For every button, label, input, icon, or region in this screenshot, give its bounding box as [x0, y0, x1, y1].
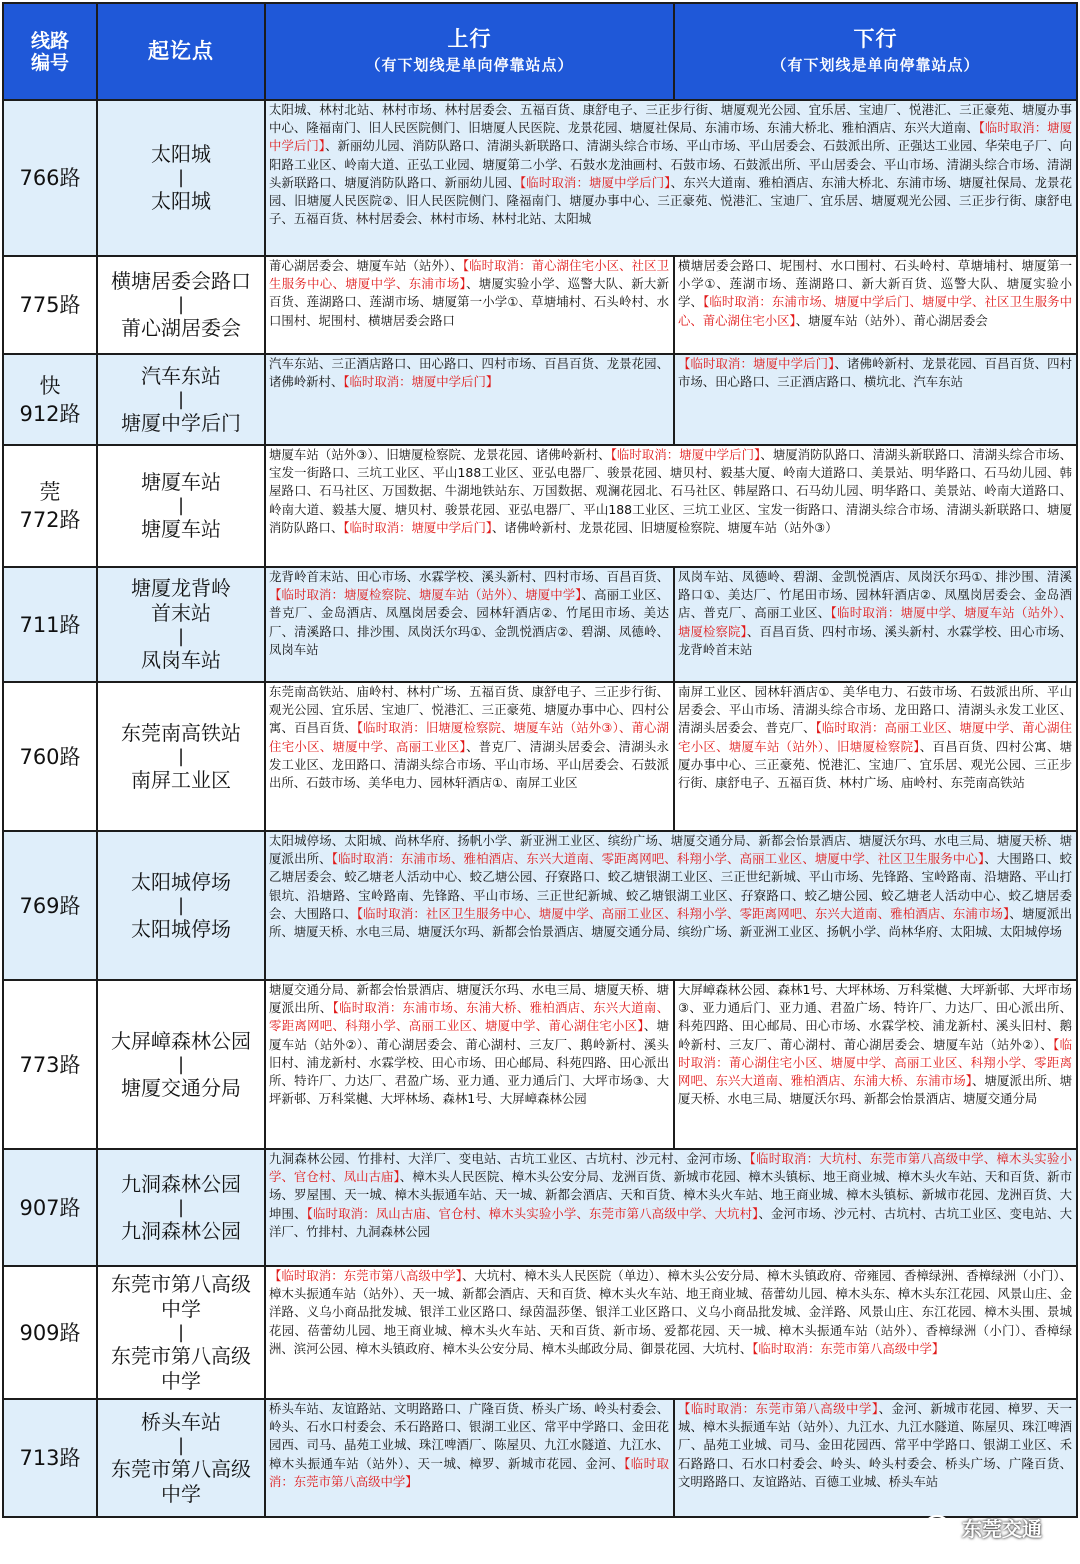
header-line-no-1: 线路	[30, 29, 69, 52]
header-up-label: 上行	[447, 27, 492, 51]
terminal-name: 塘厦龙背岭	[131, 576, 231, 600]
route-code	[4, 981, 96, 1148]
terminal-separator: |	[177, 294, 185, 315]
cancel-note: 【临时取消：高丽工业区、塘厦中学、莆心湖住宅小区、塘厦车站（站外）、旧塘厦检察院】	[678, 720, 1072, 754]
header-line-no-2: 编号	[30, 51, 69, 74]
down-direction-stops	[675, 683, 1076, 830]
cancel-note: 【临时取消：凤山古庙、官仓村、樟木头实验小学、东莞市第八高级中学、大坑村】	[306, 1205, 759, 1221]
route-code-text	[19, 291, 80, 319]
down-direction-stops	[675, 981, 1076, 1148]
stop-list: 、金河市场、沙元村、古坑村、古坑工业区、变电站、大洋厂、竹排村、九洞森林公园	[269, 1205, 1072, 1239]
up-direction-stops	[266, 257, 673, 353]
terminal-name: 中学	[161, 1368, 201, 1393]
cancel-note: 【临时取消：社区卫生服务中心、塘厦中学、高丽工业区、科翔小学、零距离网吧、东兴大道南、雅柏酒店、东浦市场】	[356, 905, 1010, 921]
cancel-note: 【临时取消：东浦市场、雅柏酒店、东兴大道南、零距离网吧、科翔小学、高丽工业区、塘厦中学、社区卫生服务中心】	[331, 851, 985, 867]
stop-list: 、东兴大道南、雅柏酒店、东浦大桥北、东浦市场、塘厦社保局、龙景花园、旧塘厦人民医院②、旧人民医院侧门、隆福南门、塘厦办事中心、三正豪苑、悦港汇、宝迪厂、宜乐居、塘厦观光公园、三正步行街、康舒电子、五福百货、林村居委会、林村市场、林村北站、太阳城	[269, 174, 1072, 227]
route-code-line: 907路	[19, 1195, 81, 1220]
route-terminals	[98, 683, 264, 830]
terminal-name: 太阳城停场	[131, 916, 231, 941]
route-code-text	[19, 1051, 80, 1079]
route-code-text	[19, 1319, 80, 1347]
terminal-separator: |	[177, 495, 185, 516]
route-code	[4, 1150, 96, 1265]
terminal-name: 九洞森林公园	[121, 1218, 241, 1243]
stop-list: 塘厦车站（站外③）、旧塘厦检察院、龙景花园、诸佛岭新村、	[269, 447, 611, 462]
cancel-note: 【临时取消：东莞市第八高级中学】	[269, 1268, 462, 1283]
down-direction-stops	[675, 568, 1076, 681]
up-direction-stops	[266, 981, 673, 1148]
header-down	[675, 4, 1076, 99]
terminal-separator: |	[177, 388, 185, 410]
stop-list: 太阳城、林村北站、林村市场、林村居委会、五福百货、康舒电子、三正步行街、塘厦观光公园、宜乐居、宝迪厂、悦港汇、三正豪苑、塘厦办事中心、隆福南门、旧人民医院侧门、旧塘厦人民医院、龙景花园、塘厦社保局、东浦市场、东浦大桥北、雅柏酒店、东兴大道南、	[269, 102, 1072, 136]
terminal-separator: |	[177, 894, 185, 916]
route-code	[4, 568, 96, 681]
cancel-note: 【临时取消：塘厦检察院、塘厦车站（站外）、塘厦中学】	[269, 587, 582, 603]
route-code-text	[19, 743, 80, 771]
loop-route-stops	[266, 101, 1076, 255]
terminal-name: 中学	[161, 1296, 201, 1321]
loop-route-stops	[266, 832, 1076, 979]
header-up	[266, 4, 673, 99]
cancel-note: 【临时取消：塘厦中学后门】	[343, 374, 499, 390]
route-code	[4, 832, 96, 979]
loop-route-stops	[266, 1267, 1076, 1398]
cancel-note: 【临时取消：塘厦中学后门】	[678, 356, 835, 371]
terminal-name: 横塘居委会路口	[111, 269, 251, 293]
watermark-text: 东莞交通	[962, 1517, 1042, 1541]
terminal-separator: |	[177, 1321, 185, 1343]
route-terminals	[98, 101, 264, 255]
header-up-note: （有下划线是单向停靠站点）	[365, 56, 574, 74]
stop-list: 、诸佛岭新村、龙景花园、旧塘厦检察院、塘厦车站（站外③）	[492, 519, 838, 535]
terminal-name: 东莞市第八高级	[111, 1343, 251, 1368]
stop-list: 、高丽工业区、普克厂、金岛酒店、凤凰岗居委会、园林轩酒店②、竹尾田市场、美达厂、清溪路口、排沙围、凤岗沃尔玛①、金凯悦酒店②、碧湖、凤德岭、凤岗车站	[269, 587, 669, 657]
terminal-name: 太阳城	[151, 189, 211, 213]
up-direction-stops	[266, 568, 673, 681]
stop-list: 、百昌百货、四村公寓、塘厦办事中心、三正豪苑、悦港汇、宝迪厂、宜乐居、观光公园、三正步行街、康舒电子、五福百货、林村广场、庙岭村、东莞南高铁站	[678, 738, 1072, 791]
route-terminals	[98, 1267, 264, 1398]
terminal-separator: |	[177, 167, 185, 188]
stop-list: 、大围路口、蛟乙塘居委会、蛟乙塘老人活动中心、蛟乙塘公园、孖寮路口、蛟乙塘银湖工业区、三正世纪新城、平山市场、先锋路、宝岭路南、沿塘路、平山打银坑、沿塘路、宝岭路南、先锋路、平山市场、三正世纪新城、蛟乙塘银湖工业区、孖寮路口、蛟乙塘公园、蛟乙塘老人活动中心、蛟乙塘居委会、大围路口、	[269, 851, 1072, 921]
terminal-name: 中学	[161, 1481, 201, 1506]
terminal-name: 太阳城停场	[131, 869, 231, 894]
header-terminals-label: 起讫点	[148, 39, 214, 63]
cancel-note: 【临时取消：大坑村、东莞市第八高级中学、樟木头实验小学、官仓村、凤山古庙】	[269, 1151, 1072, 1185]
route-terminals	[98, 1400, 264, 1516]
header-down-label: 下行	[853, 27, 898, 51]
down-direction-stops	[675, 1400, 1076, 1516]
terminal-separator: |	[177, 626, 185, 647]
loop-route-stops	[266, 1150, 1076, 1265]
cancel-note: 【临时取消：莆心湖住宅小区、社区卫生服务中心、塘厦中学、东浦市场】	[269, 258, 669, 292]
route-code-line: 773路	[19, 1052, 81, 1077]
up-direction-stops	[266, 355, 673, 444]
stop-list: 、新丽幼儿园、消防队路口、清湖头新联路口、清湖头综合市场、平山市场、平山居委会、石鼓派出所、正强达工业园、华荣电子厂、向阳路工业区、岭南大道、正弘工业园、塘厦第二小学、石鼓水龙油画村、石鼓市场、石鼓派出所、平山居委会、平山市场、清湖头综合市场、清湖头新联路口、塘厦消防队路口、新丽幼儿园、	[269, 138, 1072, 190]
cancel-note: 【临时取消：东浦市场、东浦大桥、雅柏酒店、东兴大道南、零距离网吧、科翔小学、高丽工业区、塘厦中学、莆心湖住宅小区】	[269, 1000, 669, 1034]
route-code-line: 766路	[19, 166, 81, 190]
route-terminals	[98, 257, 264, 353]
terminal-separator: |	[177, 1053, 185, 1075]
route-code	[4, 1267, 96, 1398]
loop-route-stops	[266, 446, 1076, 566]
stop-list: 太阳城停场、太阳城、尚林华府、扬帆小学、新亚洲工业区、缤纷广场、塘厦交通分局、新都会怡景酒店、塘厦沃尔玛、水电三局、塘厦天桥、塘厦派出所、	[269, 833, 1072, 867]
up-direction-stops	[266, 683, 673, 830]
stop-list: 、普克厂、清湖头居委会、清湖头永发工业区、龙田路口、清湖头综合市场、平山市场、平山居委会、石鼓派出所、石鼓市场、美华电力、园林轩酒店①、南屏工业区	[269, 738, 669, 791]
route-code-text	[19, 1444, 80, 1472]
route-code-text	[19, 478, 80, 534]
cancel-note: 【临时取消：旧塘厦检察院、塘厦车站（站外③）、莆心湖住宅小区、塘厦中学、高丽工业区】	[269, 720, 669, 754]
terminal-name: 凤岗车站	[141, 648, 221, 672]
up-direction-stops	[266, 1400, 673, 1516]
header-line-no	[4, 4, 96, 99]
bus-route-table	[2, 2, 1078, 1518]
route-terminals	[98, 446, 264, 566]
stop-list: 、金河、新城市花园、樟罗、天一城、樟木头振通车站（站外）、九江水、九江水隧道、陈屋贝、珠江啤酒厂、晶苑工业城、司马、金田花园西、常平中学路口、银湖工业区、禾石路路口、石水口村委会、岭头、岭头村委会、桥头广场、广隆百货、文明路路口、友谊路站、百德工业城、桥头车站	[678, 1401, 1072, 1489]
terminal-name: 莆心湖居委会	[121, 316, 241, 340]
route-terminals	[98, 568, 264, 681]
stop-list: 、塘厦实验小学、巡警大队、新大新百货、莲湖路口、莲湖市场、塘厦第一小学①、草塘埔村、石头岭村、水口围村、坭围村、横塘居委会路口	[269, 276, 669, 328]
terminal-name: 东莞市第八高级	[111, 1456, 251, 1481]
stop-list: 、塘厦车站（站外）、莆心湖居委会	[795, 312, 988, 328]
stop-list: 横塘居委会路口、坭围村、水口围村、石头岭村、草塘埔村、塘厦第一小学①、莲湖市场、莲湖路口、新大新百货、巡警大队、塘厦实验小学、	[678, 258, 1072, 310]
route-code-line: 772路	[19, 508, 81, 532]
stop-list: 、塘厦派出所、塘厦天桥、水电三局、塘厦沃尔玛、新都会怡景酒店、塘厦交通分局、缤纷广场、新亚洲工业区、扬帆小学、尚林华府、太阳城、太阳城停场	[269, 905, 1072, 940]
watermark	[924, 1513, 1042, 1542]
cancel-note: 【临时取消：莆心湖住宅小区、塘厦中学、高丽工业区、科翔小学、零距离网吧、东兴大道南、雅柏酒店、东浦大桥、东浦市场】	[678, 1036, 1072, 1089]
terminal-name: 首末站	[151, 601, 211, 625]
terminal-name: 九洞森林公园	[121, 1171, 241, 1196]
route-terminals	[98, 355, 264, 444]
stop-list: 莆心湖居委会、塘厦车站（站外）、	[269, 258, 463, 273]
route-code	[4, 446, 96, 566]
stop-list: 、塘厦车站（站外②）、莆心湖居委会、莆心湖村、三友厂、鹅岭新村、溪头旧村、浦龙新村、水霖学校、田心市场、田心邮局、科苑四路、田心派出所、特许厂、力达厂、君盈广场、亚力通、亚力通后门、大坪市场③、大坪新邨、万科棠樾、大坪林场、森林1号、大屏嶂森林公园	[269, 1018, 669, 1107]
route-code-line: 713路	[19, 1446, 81, 1470]
cancel-note: 【临时取消：塘厦中学后门】	[610, 447, 761, 462]
cancel-note: 【临时取消：塘厦中学、塘厦车站（站外）、塘厦检察院】	[678, 605, 1073, 639]
terminal-separator: |	[177, 1434, 185, 1456]
terminal-name: 塘厦中学后门	[121, 410, 241, 435]
route-code-line: 769路	[19, 893, 81, 918]
stop-list: 、樟木头人民医院、樟木头公安分局、龙洲百货、新城市花园、樟木头镇标、地王商业城、樟木头火车站、天和百货、新市场、罗屋围、天一城、樟木头振通车站、天一城、新都会酒店、天和百货、樟木头火车站、地王商业城、樟木头镇标、新城市花园、龙洲百货、大坤围、	[269, 1169, 1072, 1221]
route-code-text	[19, 611, 80, 639]
stop-list: 、大坑村、樟木头人民医院（单边）、樟木头公安分局、樟木头镇政府、帝雍园、香樟绿洲、香樟绿洲（小门）、樟木头振通车站（站外）、天一城、新都会酒店、天和百货、樟木头火车站、地王商业城、蓓蕾幼儿园、樟木头东、樟木头东江花园、风景山庄、金洋路、义乌小商品批发城、银洋工业区路口、绿茵温莎堡、银洋工业区路口、义乌小商品批发城、金洋路、风景山庄、东江花园、樟木头围、景城花园、蓓蕾幼儿园、地王商业城、樟木头火车站、天和百货、新市场、爱都花园、天一城、樟木头振通车站（站外）、香樟绿洲（小门）、香樟绿洲、滨河公园、樟木头镇政府、樟木头公安分局、樟木头邮政分局、御景花园、大坑村、	[269, 1268, 1072, 1356]
route-code	[4, 355, 96, 444]
route-code-text	[19, 372, 80, 428]
stop-list: 、诸佛岭新村、龙景花园、百昌百货、四村市场、田心路口、三正酒店路口、横坑北、汽车东站	[678, 356, 1073, 390]
stop-list: 塘厦交通分局、新都会怡景酒店、塘厦沃尔玛、水电三局、塘厦天桥、塘厦派出所、	[269, 982, 669, 1016]
stop-list: 汽车东站、三正酒店路口、田心路口、四村市场、百昌百货、龙景花园、诸佛岭新村、	[269, 356, 669, 390]
cancel-note: 【临时取消：东莞市第八高级中学】	[269, 1455, 669, 1489]
stop-list: 、塘厦消防队路口、清湖头新联路口、清湖头综合市场、宝发一街路口、三坑工业区、平山188工业区、亚弘电器厂、骏景花园、塘贝村、毅基大厦、岭南大道路口、美景站、明华路口、石马幼儿园、韩屋路口、石马社区、万国数据、牛湖地铁站东、万国数据、观澜花园北、石马社区、韩屋路口、石马幼儿园、明华路口、美景站、岭南大道路口、岭南大道、毅基大厦、塘贝村、骏景花园、亚弘电器厂、平山188工业区、三坑工业区、宝发一街路口、清湖头综合市场、清湖头新联路口、塘厦消防队路口、	[269, 447, 1072, 535]
terminal-name: 东莞南高铁站	[121, 720, 241, 745]
terminal-name: 汽车东站	[141, 363, 221, 388]
route-code-line: 909路	[19, 1320, 81, 1345]
stop-list: 南屏工业区、园林轩酒店①、美华电力、石鼓市场、石鼓派出所、平山居委会、平山市场、清湖头综合市场、龙田路口、清湖头永发工业区、清湖头居委会、普克厂、	[678, 684, 1072, 736]
route-code-line: 711路	[19, 612, 81, 637]
terminal-name: 塘厦车站	[141, 517, 221, 541]
stop-list: 大屏嶂森林公园、森林1号、大坪林场、万科棠樾、大坪新邨、大坪市场③、亚力通后门、亚力通、君盈广场、特许厂、力达厂、田心派出所、科苑四路、田心邮局、田心市场、水霖学校、浦龙新村、溪头旧村、鹅岭新村、三友厂、莆心湖村、莆心湖居委会、塘厦车站（站外②）、	[678, 982, 1072, 1052]
route-code	[4, 683, 96, 830]
route-code	[4, 1400, 96, 1516]
terminal-name: 塘厦交通分局	[121, 1075, 241, 1100]
route-code	[4, 257, 96, 353]
wechat-icon	[924, 1514, 956, 1542]
terminal-name: 太阳城	[151, 142, 211, 166]
down-direction-stops	[675, 355, 1076, 444]
terminal-name: 东莞市第八高级	[111, 1271, 251, 1296]
route-code-text	[19, 892, 80, 920]
stop-list: 桥头车站、友谊路站、文明路路口、广隆百货、桥头广场、岭头村委会、岭头、石水口村委会、禾石路路口、银湖工业区、常平中学路口、金田花园西、司马、晶苑工业城、珠江啤酒厂、陈屋贝、九江水隧道、九江水、樟木头振通车站（站外）、天一城、樟罗、新城市花园、金河、	[269, 1401, 669, 1471]
down-direction-stops	[675, 257, 1076, 353]
route-code-line: 莞	[39, 480, 61, 504]
cancel-note: 【临时取消：塘厦中学后门】	[343, 519, 493, 535]
stop-list: 、百昌百货、四村市场、溪头新村、水霖学校、田心市场、龙背岭首末站	[678, 623, 1072, 657]
terminal-separator: |	[177, 1196, 185, 1218]
stop-list: 九洞森林公园、竹排村、大洋厂、变电站、古坑工业区、古坑村、沙元村、金河市场、	[269, 1151, 750, 1166]
stop-list: 、塘厦派出所、塘厦天桥、水电三局、塘厦沃尔玛、新都会怡景酒店、塘厦交通分局	[678, 1073, 1072, 1107]
terminal-name: 南屏工业区	[131, 767, 231, 792]
route-code-line: 912路	[19, 401, 81, 426]
header-terminals	[98, 4, 264, 99]
route-terminals	[98, 1150, 264, 1265]
header-down-note: （有下划线是单向停靠站点）	[771, 56, 980, 74]
cancel-note: 【临时取消：东莞市第八高级中学】	[752, 1340, 945, 1356]
stop-list: 龙背岭首末站、田心市场、水霖学校、溪头新村、四村市场、百昌百货、	[269, 569, 669, 584]
route-terminals	[98, 832, 264, 979]
route-code-text	[19, 164, 80, 192]
terminal-name: 塘厦车站	[141, 470, 221, 494]
route-code-line: 760路	[19, 744, 81, 769]
terminal-separator: |	[177, 745, 185, 767]
stop-list: 东莞南高铁站、庙岭村、林村广场、五福百货、康舒电子、三正步行街、观光公园、宜乐居、宝迪厂、悦港汇、三正豪苑、塘厦办事中心、四村公寓、百昌百货、	[269, 684, 669, 736]
route-code-line: 快	[39, 373, 61, 398]
cancel-note: 【临时取消：塘厦中学后门】	[519, 174, 671, 190]
route-code	[4, 101, 96, 255]
route-code-line: 775路	[19, 293, 81, 317]
terminal-name: 大屏嶂森林公园	[111, 1028, 251, 1053]
terminal-name: 桥头车站	[141, 1409, 221, 1434]
cancel-note: 【临时取消：塘厦中学后门】	[269, 120, 1072, 154]
cancel-note: 【临时取消：东浦市场、塘厦中学后门、塘厦中学、社区卫生服务中心、莆心湖住宅小区】	[678, 294, 1072, 328]
cancel-note: 【临时取消：东莞市第八高级中学】	[678, 1401, 879, 1416]
route-terminals	[98, 981, 264, 1148]
stop-list: 凤岗车站、凤德岭、碧湖、金凯悦酒店、凤岗沃尔玛①、排沙围、清溪路口①、美达厂、竹尾田市场、园林轩酒店②、凤凰岗居委会、金岛酒店、普克厂、高丽工业区、	[678, 569, 1072, 621]
route-code-text	[19, 1194, 80, 1222]
